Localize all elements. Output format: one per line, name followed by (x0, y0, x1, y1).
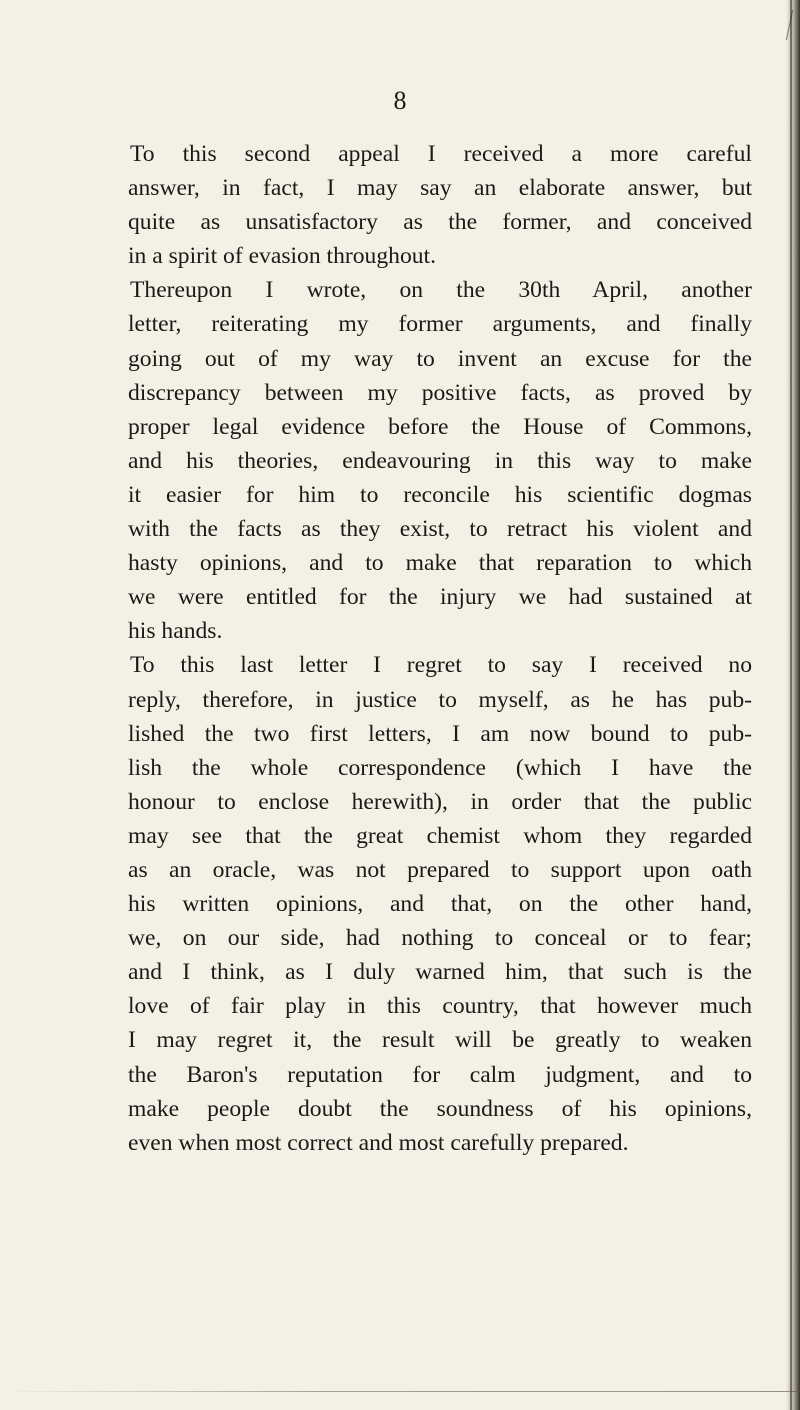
text-line: reply, therefore, in justice to myself, as he has pub- (128, 686, 752, 713)
text-line: his written opinions, and that, on the other hand, (128, 891, 752, 918)
text-line: in a spirit of evasion throughout. (128, 243, 436, 270)
text-line: honour to enclose herewith), in order that the public (128, 788, 752, 815)
page-edge-shadow (786, 0, 800, 1410)
text-line: and I think, as I duly warned him, that such is the (128, 959, 752, 986)
text-line: To this second appeal I received a more careful (130, 141, 752, 167)
text-line: answer, in fact, I may say an elaborate answer, but (128, 175, 752, 202)
text-line: we were entitled for the injury we had sustained at (128, 584, 752, 611)
text-line: as an oracle, was not prepared to support upon oath (128, 856, 752, 883)
text-line: even when most correct and most carefully prepared. (128, 1129, 629, 1156)
text-line: discrepancy between my positive facts, as proved by (128, 379, 752, 406)
text-line: make people doubt the soundness of his opinions, (128, 1095, 752, 1122)
text-line: going out of my way to invent an excuse for the (128, 345, 752, 372)
text-line: proper legal evidence before the House of Commons, (128, 413, 752, 440)
text-line: quite as unsatisfactory as the former, and conceived (128, 209, 752, 236)
text-line: we, on our side, had nothing to conceal or to fear; (128, 925, 752, 952)
text-line: lish the whole correspondence (which I have the (128, 754, 752, 781)
page-edge-line (790, 0, 792, 1410)
text-line: his hands. (128, 618, 223, 645)
text-line: hasty opinions, and to make that reparation to which (128, 550, 752, 577)
text-line: lished the two first letters, I am now bound to pub- (128, 720, 752, 747)
text-line: and his theories, endeavouring in this way to make (128, 447, 752, 474)
text-line: To this last letter I regret to say I received no (130, 652, 752, 679)
text-line: with the facts as they exist, to retract his violent and (128, 516, 752, 543)
text-line: I may regret it, the result will be greatly to weaken (128, 1027, 752, 1054)
body-text (128, 137, 752, 1160)
text-line: Thereupon I wrote, on the 30th April, another (130, 277, 752, 304)
page-number: 8 (393, 86, 407, 115)
text-line: love of fair play in this country, that however much (128, 993, 752, 1020)
text-line: the Baron's reputation for calm judgment, and to (128, 1061, 752, 1088)
page-bottom-edge (0, 1391, 800, 1392)
text-line: it easier for him to reconcile his scientific dogmas (128, 481, 752, 508)
text-line: may see that the great chemist whom they regarded (128, 822, 752, 849)
text-line: letter, reiterating my former arguments, and finally (128, 311, 752, 338)
